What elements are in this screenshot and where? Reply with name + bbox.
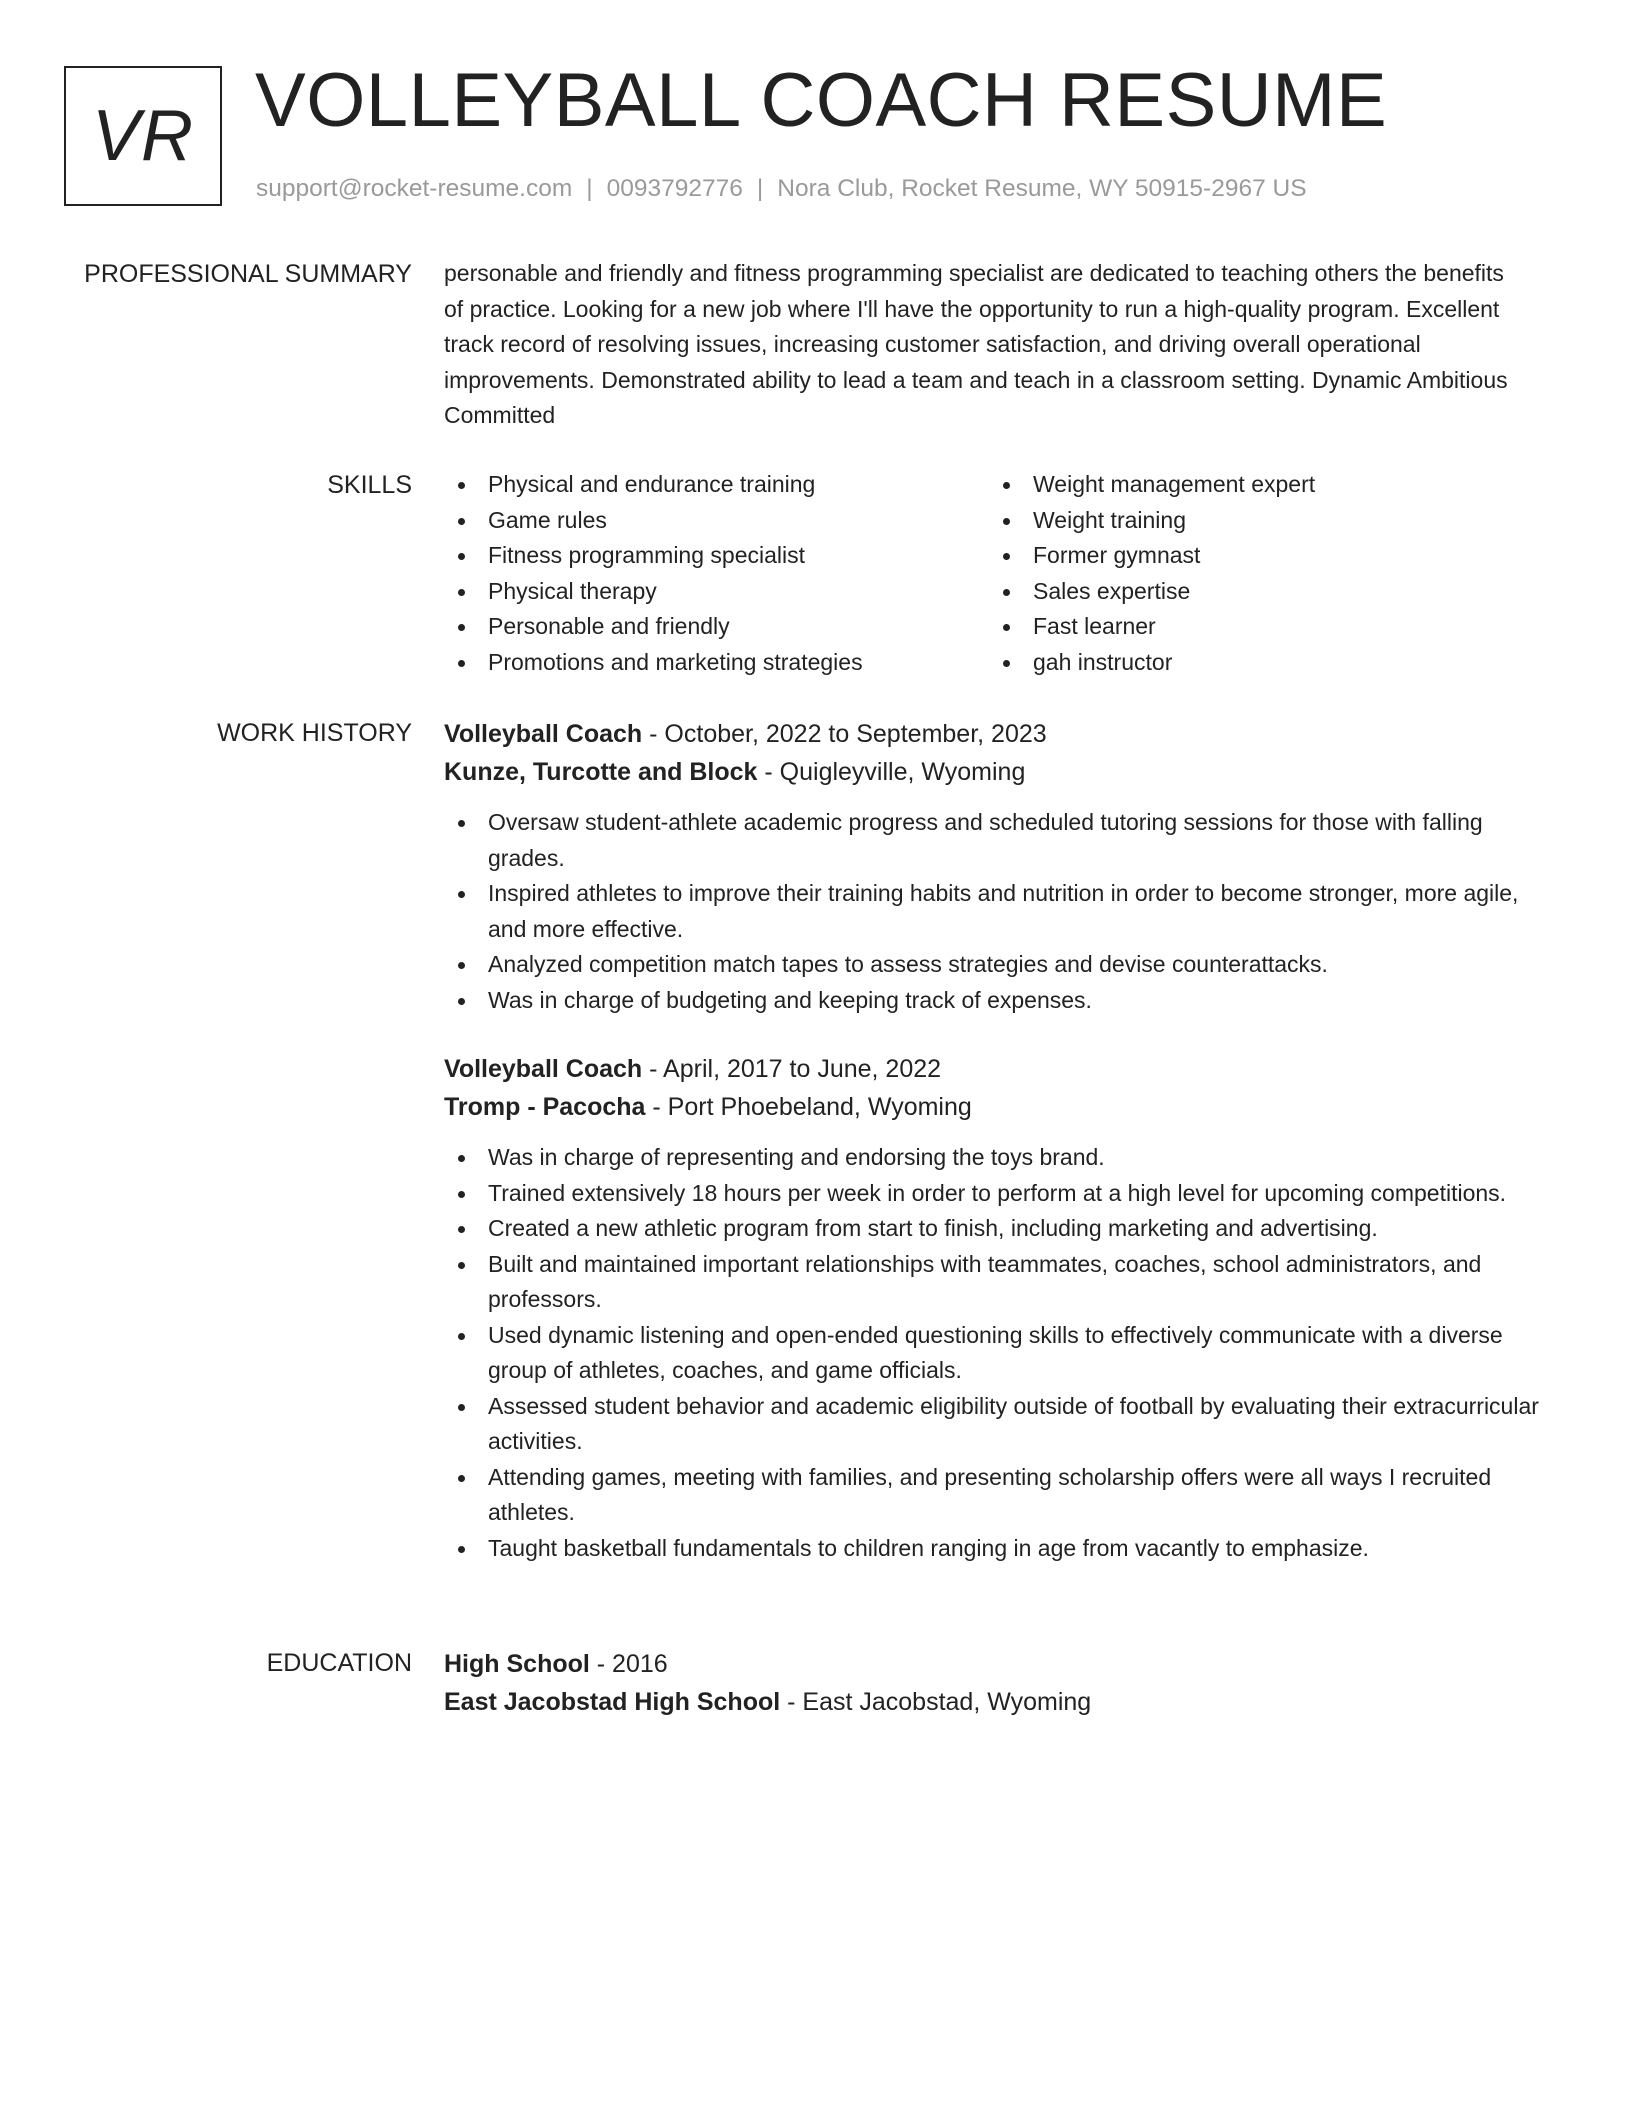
job-title-line [444,1050,1544,1088]
education-school-line [444,1683,1544,1721]
monogram-box [64,66,222,206]
job-bullet: Assessed student behavior and academic eligibility outside of football by evaluating their extracurricular activities. [444,1389,1544,1460]
job-entry [444,715,1544,1018]
job-company: Kunze, Turcotte and Block [444,758,758,786]
contact-email: support@rocket-resume.com [256,175,573,202]
resume-title: VOLLEYBALL COACH RESUME [255,58,1388,143]
skill-item: Former gymnast [989,538,1315,574]
education-location: - East Jacobstad, Wyoming [780,1688,1092,1716]
skill-item: Weight training [989,503,1315,539]
summary-label: PROFESSIONAL SUMMARY [84,260,412,288]
contact-line [256,174,1307,204]
job-dates: - April, 2017 to June, 2022 [642,1055,942,1083]
education-degree: High School [444,1650,590,1678]
contact-phone: 0093792776 [606,175,743,202]
skill-item: gah instructor [989,645,1315,681]
job-location: - Quigleyville, Wyoming [757,758,1026,786]
job-company-line [444,753,1544,791]
skill-item: Fast learner [989,609,1315,645]
skill-item: Sales expertise [989,574,1315,610]
job-bullet: Inspired athletes to improve their training habits and nutrition in order to become stronger, more agile, and more effective. [444,876,1544,947]
skill-item: Fitness programming specialist [444,538,989,574]
skill-item: Physical therapy [444,574,989,610]
job-bullet: Analyzed competition match tapes to assess strategies and devise counterattacks. [444,947,1544,983]
skill-item: Promotions and marketing strategies [444,645,989,681]
job-bullet: Used dynamic listening and open-ended questioning skills to effectively communicate with a diverse group of athletes, coaches, and game officials. [444,1318,1544,1389]
job-bullets [444,805,1544,1018]
skills-body [444,467,1544,680]
job-bullet: Was in charge of representing and endorsing the toys brand. [444,1140,1544,1176]
education-body [444,1645,1544,1721]
job-company-line [444,1088,1544,1126]
work-body [444,715,1544,1566]
skills-columns [444,467,1544,680]
job-bullet: Taught basketball fundamentals to children ranging in age from vacantly to emphasize. [444,1531,1544,1567]
skills-label: SKILLS [327,471,412,499]
summary-body [444,256,1544,434]
job-bullet: Oversaw student-athlete academic progress and scheduled tutoring sessions for those with falling grades. [444,805,1544,876]
job-title-line [444,715,1544,753]
skills-list-right [989,467,1315,680]
job-entry [444,1050,1544,1566]
skill-item: Game rules [444,503,989,539]
work-label: WORK HISTORY [217,719,412,747]
education-degree-line [444,1645,1544,1683]
skill-item: Physical and endurance training [444,467,989,503]
education-school: East Jacobstad High School [444,1688,781,1716]
monogram-initials: VR [91,96,195,176]
job-bullet: Built and maintained important relationships with teammates, coaches, school administrators, and professors. [444,1247,1544,1318]
job-bullet: Trained extensively 18 hours per week in order to perform at a high level for upcoming competitions. [444,1176,1544,1212]
contact-separator: | [586,175,593,202]
job-bullet: Was in charge of budgeting and keeping track of expenses. [444,983,1544,1019]
job-title: Volleyball Coach [444,1055,643,1083]
job-bullets [444,1140,1544,1566]
skills-list-left [444,467,989,680]
skill-item: Weight management expert [989,467,1315,503]
job-bullet: Attending games, meeting with families, and presenting scholarship offers were all ways I recruited athletes. [444,1460,1544,1531]
contact-separator: | [756,175,764,202]
education-year: - 2016 [589,1650,668,1678]
job-bullet: Created a new athletic program from start to finish, including marketing and advertising. [444,1211,1544,1247]
summary-text: personable and friendly and fitness programming specialist are dedicated to teaching others the benefits of practice. Looking for a new job where I'll have the opportunity to run a high-quality program. Excellent track record of resolving issues, increasing customer satisfaction, and driving overall operational improvements. Demonstrated ability to lead a team and teach in a classroom setting. Dynamic Ambitious Committed [444,260,1508,428]
contact-address: Nora Club, Rocket Resume, WY 50915-2967 US [777,175,1307,202]
skill-item: Personable and friendly [444,609,989,645]
job-company: Tromp - Pacocha [444,1093,646,1121]
job-dates: - October, 2022 to September, 2023 [642,720,1047,748]
education-label: EDUCATION [266,1649,412,1677]
job-location: - Port Phoebeland, Wyoming [645,1093,972,1121]
job-title: Volleyball Coach [444,720,643,748]
